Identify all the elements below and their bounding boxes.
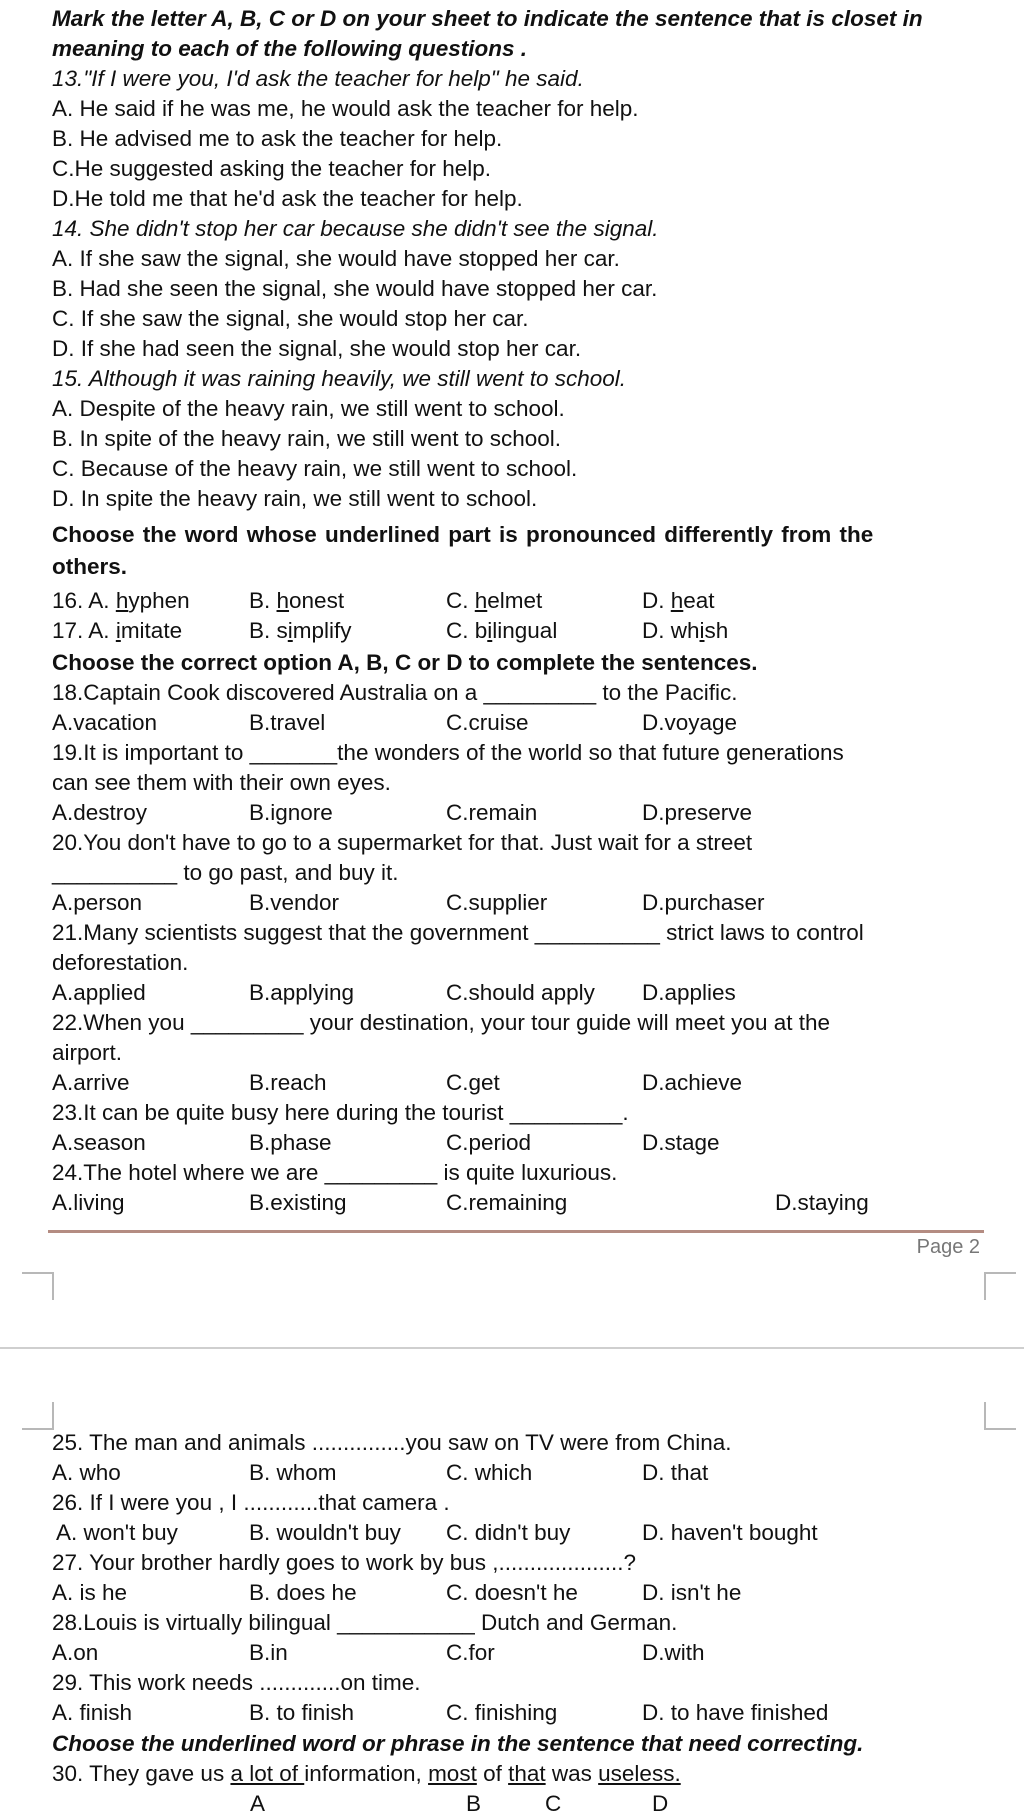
- question-13-stem: 13."If I were you, I'd ask the teacher for help" he said.: [52, 66, 584, 91]
- underlined-phrase-a: a lot of: [230, 1761, 305, 1786]
- question-27-option-b: B. does he: [249, 1580, 357, 1605]
- option-prefix: D.: [642, 588, 671, 613]
- instruction-mark-line-1: Mark the letter A, B, C or D on your sheet to indicate the sentence that is closet in: [52, 6, 923, 31]
- question-23-stem: 23.It can be quite busy here during the tourist _________.: [52, 1100, 629, 1125]
- question-19-stem-line-2: can see them with their own eyes.: [52, 770, 391, 795]
- question-20-option-a: A.person: [52, 890, 143, 915]
- page-corner-mark: [984, 1402, 1016, 1430]
- question-24-option-c: C.remaining: [446, 1190, 568, 1215]
- question-22-option-c: C.get: [446, 1070, 500, 1095]
- page-corner-mark: [984, 1272, 1016, 1300]
- question-18-option-a: A.vacation: [52, 710, 158, 735]
- underlined-phrase-b: most: [428, 1761, 477, 1786]
- question-26-option-d: D. haven't bought: [642, 1520, 818, 1545]
- question-14-option-a: A. If she saw the signal, she would have stopped her car.: [52, 246, 620, 271]
- question-18-stem: 18.Captain Cook discovered Australia on a _________ to the Pacific.: [52, 680, 738, 705]
- word-rest: eat: [683, 588, 715, 613]
- question-23-option-a: A.season: [52, 1130, 146, 1155]
- question-20-stem-line-1: 20.You don't have to go to a supermarket for that. Just wait for a street: [52, 830, 753, 855]
- page-corner-mark: [22, 1272, 54, 1300]
- question-17-option-a: [52, 616, 182, 646]
- question-15-option-b: B. In spite of the heavy rain, we still went to school.: [52, 426, 562, 451]
- page-footer-rule: [48, 1230, 984, 1233]
- question-24-option-b: B.existing: [249, 1190, 347, 1215]
- question-22-stem-line-2: airport.: [52, 1040, 123, 1065]
- question-22-stem-line-1: 22.When you _________ your destination, your tour guide will meet you at the: [52, 1010, 830, 1035]
- underlined-phrase-c: that: [508, 1761, 546, 1786]
- word-rest: elmet: [487, 588, 543, 613]
- question-17-number: 17. A.: [52, 618, 116, 643]
- question-23-option-c: C.period: [446, 1130, 532, 1155]
- sentence-part: 30. They gave us: [52, 1761, 231, 1786]
- question-25-option-d: D. that: [642, 1460, 709, 1485]
- sentence-part: information,: [304, 1761, 429, 1786]
- question-26-option-b: B. wouldn't buy: [249, 1520, 401, 1545]
- instruction-correct: Choose the underlined word or phrase in the sentence that need correcting.: [52, 1731, 864, 1756]
- word-rest: sh: [704, 618, 729, 643]
- question-25-option-b: B. whom: [249, 1460, 337, 1485]
- question-23-option-d: D.stage: [642, 1130, 720, 1155]
- question-27-option-c: C. doesn't he: [446, 1580, 578, 1605]
- question-28-option-d: D.with: [642, 1640, 705, 1665]
- option-prefix: B. s: [249, 618, 288, 643]
- question-30-label-c: C: [545, 1791, 562, 1816]
- question-21-option-b: B.applying: [249, 980, 355, 1005]
- option-prefix: C.: [446, 588, 475, 613]
- page-number-label: Page 2: [916, 1236, 980, 1258]
- sentence-part: of: [476, 1761, 509, 1786]
- question-24-option-a: A.living: [52, 1190, 125, 1215]
- question-16-option-b: [249, 586, 344, 616]
- question-20-option-d: D.purchaser: [642, 890, 765, 915]
- question-13-option-c: C.He suggested asking the teacher for help.: [52, 156, 492, 181]
- question-22-option-b: B.reach: [249, 1070, 327, 1095]
- question-29-stem: 29. This work needs .............on time.: [52, 1670, 421, 1695]
- question-27-option-d: D. isn't he: [642, 1580, 742, 1605]
- question-15-stem: 15. Although it was raining heavily, we still went to school.: [52, 366, 627, 391]
- question-22-option-a: A.arrive: [52, 1070, 130, 1095]
- question-14-stem: 14. She didn't stop her car because she didn't see the signal.: [52, 216, 659, 241]
- option-prefix: B.: [249, 588, 277, 613]
- underlined-letter: i: [699, 618, 705, 643]
- question-21-option-c: C.should apply: [446, 980, 595, 1005]
- word-rest: mitate: [120, 618, 183, 643]
- question-20-stem-line-2: __________ to go past, and buy it.: [52, 860, 399, 885]
- question-28-stem: 28.Louis is virtually bilingual ___________ Dutch and German.: [52, 1610, 678, 1635]
- question-27-option-a: A. is he: [52, 1580, 128, 1605]
- option-prefix: D. wh: [642, 618, 700, 643]
- question-20-option-b: B.vendor: [249, 890, 340, 915]
- underlined-letter: i: [115, 618, 121, 643]
- question-30-label-d: D: [652, 1791, 669, 1816]
- question-30-sentence: [52, 1759, 681, 1789]
- underlined-letter: i: [287, 618, 293, 643]
- question-25-stem: 25. The man and animals ...............you saw on TV were from China.: [52, 1430, 732, 1455]
- question-16-option-c: [446, 586, 542, 616]
- question-18-option-b: B.travel: [249, 710, 326, 735]
- question-13-option-b: B. He advised me to ask the teacher for help.: [52, 126, 503, 151]
- instruction-complete: Choose the correct option A, B, C or D to complete the sentences.: [52, 650, 758, 675]
- question-27-stem: 27. Your brother hardly goes to work by bus ,....................?: [52, 1550, 637, 1575]
- question-29-option-c: C. finishing: [446, 1700, 558, 1725]
- page-corner-mark: [22, 1402, 54, 1430]
- question-19-option-b: B.ignore: [249, 800, 333, 825]
- question-18-option-d: D.voyage: [642, 710, 738, 735]
- question-16-option-a: [52, 586, 190, 616]
- question-14-option-d: D. If she had seen the signal, she would stop her car.: [52, 336, 582, 361]
- question-28-option-a: A.on: [52, 1640, 99, 1665]
- question-26-option-a: A. won't buy: [56, 1520, 178, 1545]
- question-29-option-d: D. to have finished: [642, 1700, 829, 1725]
- instruction-pronunciation-line-2: others.: [52, 554, 128, 579]
- underlined-letter: i: [487, 618, 493, 643]
- question-15-option-a: A. Despite of the heavy rain, we still went to school.: [52, 396, 565, 421]
- underlined-phrase-d: useless.: [598, 1761, 681, 1786]
- question-21-stem-line-2: deforestation.: [52, 950, 189, 975]
- question-19-option-d: D.preserve: [642, 800, 753, 825]
- question-16-option-d: [642, 586, 715, 616]
- question-19-stem-line-1: 19.It is important to _______the wonders of the world so that future generations: [52, 740, 844, 765]
- question-16-number: 16. A.: [52, 588, 116, 613]
- question-17-option-d: [642, 616, 728, 646]
- underlined-letter: h: [670, 588, 684, 613]
- question-21-stem-line-1: 21.Many scientists suggest that the government __________ strict laws to control: [52, 920, 864, 945]
- word-rest: yphen: [128, 588, 190, 613]
- question-19-option-c: C.remain: [446, 800, 538, 825]
- word-rest: lingual: [492, 618, 558, 643]
- instruction-pronunciation-line-1: [52, 520, 987, 550]
- word-rest: mplify: [292, 618, 352, 643]
- question-18-option-c: C.cruise: [446, 710, 529, 735]
- question-13-option-d: D.He told me that he'd ask the teacher for help.: [52, 186, 523, 211]
- question-30-label-a: A: [250, 1791, 266, 1816]
- underlined-letter: h: [276, 588, 290, 613]
- question-19-option-a: A.destroy: [52, 800, 148, 825]
- question-15-option-d: D. In spite the heavy rain, we still went to school.: [52, 486, 538, 511]
- question-22-option-d: D.achieve: [642, 1070, 743, 1095]
- page-break-separator: [0, 1347, 1024, 1349]
- question-28-option-c: C.for: [446, 1640, 495, 1665]
- question-17-option-c: [446, 616, 557, 646]
- question-29-option-b: B. to finish: [249, 1700, 355, 1725]
- underlined-letter: h: [474, 588, 488, 613]
- option-prefix: C. b: [446, 618, 488, 643]
- question-30-label-b: B: [466, 1791, 482, 1816]
- question-25-option-c: C. which: [446, 1460, 533, 1485]
- question-15-option-c: C. Because of the heavy rain, we still went to school.: [52, 456, 578, 481]
- word-rest: onest: [289, 588, 345, 613]
- question-26-option-c: C. didn't buy: [446, 1520, 571, 1545]
- question-17-option-b: [249, 616, 352, 646]
- question-24-stem: 24.The hotel where we are _________ is quite luxurious.: [52, 1160, 618, 1185]
- question-21-option-d: D.applies: [642, 980, 736, 1005]
- question-24-option-d: D.staying: [775, 1190, 869, 1215]
- sentence-part: was: [545, 1761, 599, 1786]
- question-13-option-a: A. He said if he was me, he would ask the teacher for help.: [52, 96, 639, 121]
- question-25-option-a: A. who: [52, 1460, 121, 1485]
- question-14-option-b: B. Had she seen the signal, she would have stopped her car.: [52, 276, 658, 301]
- instruction-mark-line-2: meaning to each of the following questions .: [52, 36, 528, 61]
- question-23-option-b: B.phase: [249, 1130, 332, 1155]
- question-21-option-a: A.applied: [52, 980, 146, 1005]
- question-20-option-c: C.supplier: [446, 890, 548, 915]
- question-28-option-b: B.in: [249, 1640, 288, 1665]
- underlined-letter: h: [115, 588, 129, 613]
- question-14-option-c: C. If she saw the signal, she would stop her car.: [52, 306, 529, 331]
- question-26-stem: 26. If I were you , I ............that camera .: [52, 1490, 450, 1515]
- question-29-option-a: A. finish: [52, 1700, 133, 1725]
- instruction-pronunciation-text: Choose the word whose underlined part is pronounced differently from the: [52, 522, 874, 547]
